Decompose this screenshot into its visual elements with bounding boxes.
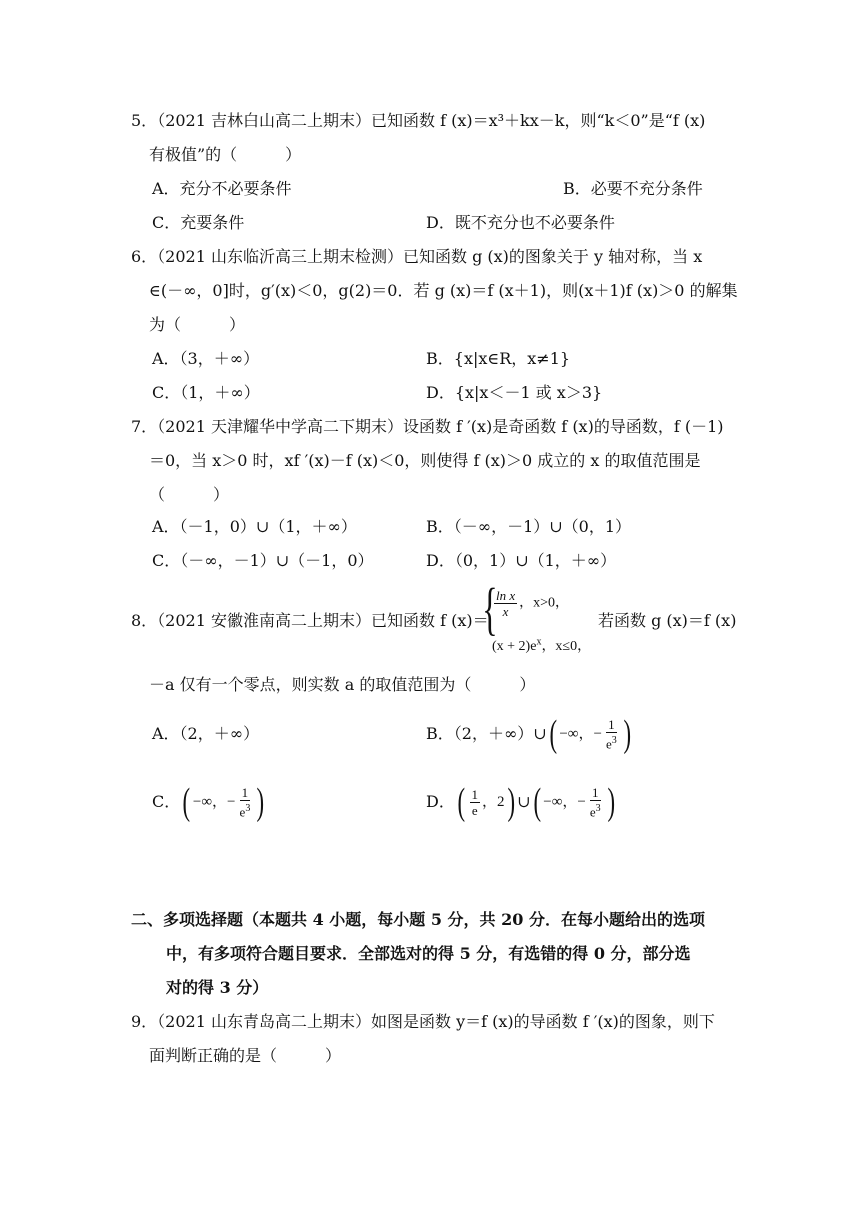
frac-num: 1 <box>592 784 599 800</box>
q8-option-b-prefix: B．（2，＋∞）∪ <box>426 724 547 743</box>
q8-option-c <box>152 780 267 824</box>
q8-line1-right: 若函数 g (x)＝f (x) <box>598 611 737 630</box>
frac-exp: 3 <box>595 802 601 814</box>
q7-line1: 7．（2021 天津耀华中学高二下期末）设函数 f ′(x)是奇函数 f (x)的导函数，f (－1) <box>131 417 724 436</box>
frac-e: e <box>239 804 246 820</box>
left-paren: ( <box>182 781 191 823</box>
frac-num: 1 <box>471 786 478 802</box>
frac-exp: 3 <box>611 734 617 746</box>
frac-num: 1 <box>608 716 615 732</box>
frac-den <box>238 801 253 819</box>
q7-option-c: C．（－∞，－1）∪（－1，0） <box>152 551 374 570</box>
q5-number: 5． <box>131 111 158 130</box>
q8-piece1-cond: ，x>0， <box>519 595 570 611</box>
frac-e: e <box>605 736 612 752</box>
q8-option-b <box>426 712 633 756</box>
q5-option-d: D．既不充分也不必要条件 <box>426 213 615 232</box>
q6-option-c: C．（1，＋∞） <box>152 383 260 402</box>
q7-option-d: D．（0，1）∪（1，＋∞） <box>426 551 617 570</box>
q8-piece1-fraction <box>494 588 517 619</box>
q5-line1 <box>131 110 705 132</box>
left-paren: ( <box>549 713 557 755</box>
q8-option-d-fraction1 <box>470 787 481 818</box>
q8-piece2-cond: ，x≤0， <box>541 639 592 654</box>
section2-heading-line1: 二、多项选择题（本题共 4 小题，每小题 5 分，共 20 分．在每小题给出的选项 <box>131 910 705 929</box>
q6-line2: ∈(－∞，0]时，g′(x)＜0，g(2)＝0．若 g (x)＝f (x＋1)，则(x＋1)f (x)＞0 的解集 <box>149 281 738 300</box>
q6-option-d: D．{x|x＜－1 或 x＞3} <box>426 383 603 402</box>
right-paren: ) <box>623 713 631 755</box>
q9-line1: 9．（2021 山东青岛高二上期末）如图是函数 y＝f (x)的导函数 f ′(x)的图象，则下 <box>131 1012 715 1031</box>
piecewise-brace: { <box>482 576 498 641</box>
q8-option-d-two: ，2 <box>482 794 505 810</box>
q6-line3: 为（ ） <box>149 315 246 334</box>
q8-option-d-fraction2 <box>588 785 603 819</box>
q8-option-d-interval: −∞，− <box>543 794 586 810</box>
q8-piece1-den: x <box>502 604 509 619</box>
q8-piece1-num: ln x <box>496 588 516 603</box>
q5-option-c: C．充要条件 <box>152 213 245 232</box>
section2-heading-line2: 中，有多项符合题目要求．全部选对的得 5 分，有选错的得 0 分，部分选 <box>166 944 691 963</box>
q8-option-c-fraction <box>238 785 253 819</box>
q8-option-c-interval: −∞，− <box>192 794 236 810</box>
frac-exp: 3 <box>245 802 251 814</box>
right-paren: ) <box>507 781 515 823</box>
q8-line2: －a 仅有一个零点，则实数 a 的取值范围为（ ） <box>149 675 536 694</box>
q8-option-c-prefix: C． <box>152 792 181 811</box>
q8-piece2-exp: x <box>536 636 542 648</box>
q8-option-d-prefix: D． <box>426 792 455 811</box>
q5-stem-a: 已知函数 f (x)＝x³＋kx－k，则“k＜0”是“f (x) <box>371 111 706 130</box>
q8-option-d <box>426 780 617 824</box>
section2-heading-line3: 对的得 3 分） <box>166 978 269 997</box>
q8-piece2 <box>492 635 591 655</box>
q6-option-b: B．{x|x∈R，x≠1} <box>426 349 571 368</box>
q8-line1-left: 8．（2021 安徽淮南高二上期末）已知函数 f (x)＝ <box>131 611 489 630</box>
frac-den: e <box>471 802 478 818</box>
right-paren: ) <box>607 781 615 823</box>
q8-option-b-fraction <box>604 717 619 751</box>
q5-option-b: B．必要不充分条件 <box>563 179 703 198</box>
frac-den <box>604 733 619 751</box>
q7-line3: （ ） <box>149 485 230 504</box>
q6-option-a: A．（3，＋∞） <box>152 349 260 368</box>
frac-e: e <box>589 804 596 820</box>
right-paren: ) <box>256 781 265 823</box>
q7-option-a: A．（－1，0）∪（1，＋∞） <box>152 517 357 536</box>
q7-option-b: B．（－∞，－1）∪（0，1） <box>426 517 632 536</box>
q6-line1: 6．（2021 山东临沂高三上期末检测）已知函数 g (x)的图象关于 y 轴对称，当 x <box>131 247 703 266</box>
left-paren: ( <box>533 781 541 823</box>
q8-option-a: A．（2，＋∞） <box>152 724 260 743</box>
q8-option-b-interval: −∞，− <box>559 726 602 742</box>
q5-stem-b: 有极值”的（ ） <box>149 145 302 164</box>
q8-piece1 <box>492 588 569 619</box>
union-symbol: ∪ <box>517 792 531 811</box>
q8-piece2-expr: (x + 2)e <box>492 639 537 654</box>
frac-num: 1 <box>241 784 249 800</box>
left-paren: ( <box>457 781 465 823</box>
frac-den <box>588 801 603 819</box>
q9-line2: 面判断正确的是（ ） <box>149 1046 342 1065</box>
q5-source: （2021 吉林白山高二上期末） <box>157 111 371 130</box>
q7-line2: ＝0，当 x＞0 时，xf ′(x)－f (x)＜0，则使得 f (x)＞0 成立的 x 的取值范围是 <box>149 451 701 470</box>
q5-option-a: A．充分不必要条件 <box>152 179 292 198</box>
